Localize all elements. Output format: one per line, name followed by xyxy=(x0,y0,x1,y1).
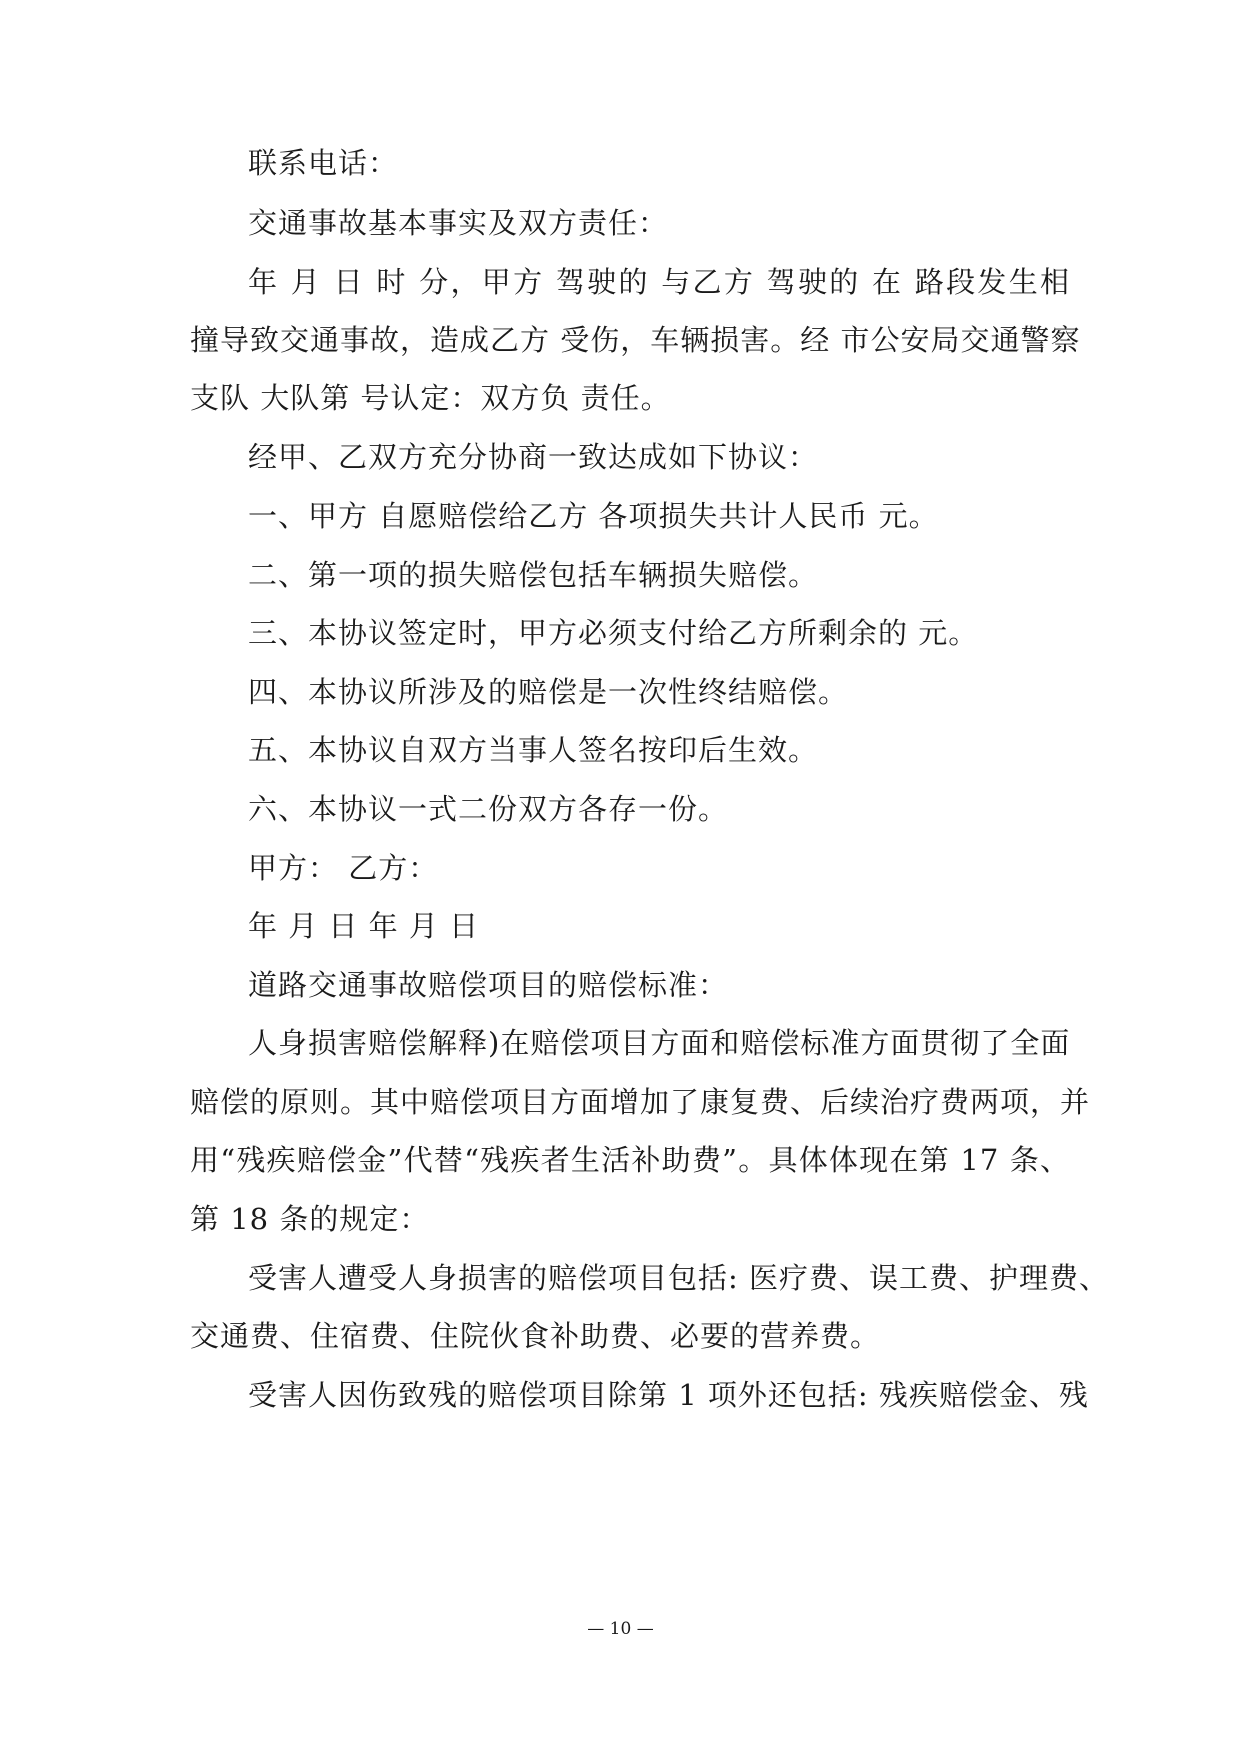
explanation-line-4: 第 18 条的规定： xyxy=(190,1202,430,1236)
contact-phone-line: 联系电话： xyxy=(248,146,399,180)
signature-parties: 甲方： 乙方： xyxy=(248,851,439,885)
injury-items-line-2: 交通费、住宿费、住院伙食补助费、必要的营养费。 xyxy=(190,1319,881,1353)
explanation-line-2: 赔偿的原则。其中赔偿项目方面增加了康复费、后续治疗费两项，并 xyxy=(190,1085,1091,1119)
accident-facts-heading: 交通事故基本事实及双方责任： xyxy=(248,206,669,240)
clause-6: 六、本协议一式二份双方各存一份。 xyxy=(248,792,729,826)
signature-dates: 年 月 日 年 月 日 xyxy=(248,909,480,943)
clause-5: 五、本协议自双方当事人签名按印后生效。 xyxy=(248,733,819,767)
explanation-line-3: 用“残疾赔偿金”代替“残疾者生活补助费”。具体体现在第 17 条、 xyxy=(190,1143,1070,1177)
injury-items-line-1: 受害人遭受人身损害的赔偿项目包括: 医疗费、误工费、护理费、 xyxy=(248,1261,1109,1295)
clause-1: 一、甲方 自愿赔偿给乙方 各项损失共计人民币 元。 xyxy=(248,499,939,533)
accident-facts-line-3: 支队 大队第 号认定：双方负 责任。 xyxy=(190,381,671,415)
compensation-standard-heading: 道路交通事故赔偿项目的赔偿标准： xyxy=(248,968,729,1002)
clause-3: 三、本协议签定时，甲方必须支付给乙方所剩余的 元。 xyxy=(248,616,979,650)
page-number: — 10 — xyxy=(587,1619,654,1639)
accident-facts-line-2: 撞导致交通事故，造成乙方 受伤，车辆损害。经 市公安局交通警察 xyxy=(190,323,1081,357)
agreement-intro: 经甲、乙双方充分协商一致达成如下协议： xyxy=(248,440,819,474)
clause-2: 二、第一项的损失赔偿包括车辆损失赔偿。 xyxy=(248,558,819,592)
clause-4: 四、本协议所涉及的赔偿是一次性终结赔偿。 xyxy=(248,675,849,709)
disability-items-line-1: 受害人因伤致残的赔偿项目除第 1 项外还包括: 残疾赔偿金、残 xyxy=(248,1378,1089,1412)
explanation-line-1: 人身损害赔偿解释)在赔偿项目方面和赔偿标准方面贯彻了全面 xyxy=(248,1026,1071,1060)
accident-facts-line-1: 年 月 日 时 分，甲方 驾驶的 与乙方 驾驶的 在 路段发生相 xyxy=(248,265,1070,299)
